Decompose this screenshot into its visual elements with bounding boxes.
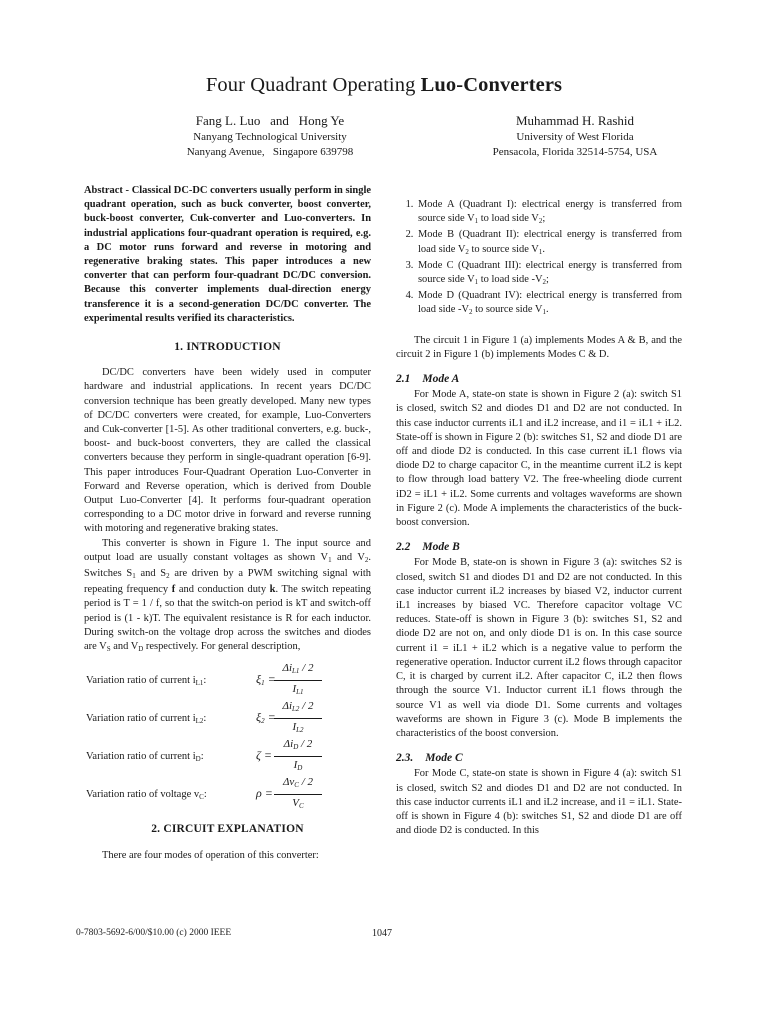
author-block-right xyxy=(425,113,725,161)
intro-paragraph-2: This converter is shown in Figure 1. The input source and output load are usually constant voltages as shown $V_1$ and $V_2$. Switches $S_1$ and $S_2$ are driven by a PWM switching signal with repeating frequency f and conduction duty k. The switch repeating period is T = 1 / f, so that the switch-on period is kT and switch-off period is (1 - k)T. The equivalent resistance is R for each inductor. During switch-on the voltage drop across the switches and diodes are $V_S$ and $V_D$ respectively. For general description, xyxy=(84,537,372,654)
author-address-left: Nanyang Avenue, Singapore 639798 xyxy=(186,146,354,158)
abstract xyxy=(84,184,371,326)
footer-copyright: 0-7803-5692-6/00/$10.00 (c) 2000 IEEE xyxy=(76,928,232,938)
circuit-paragraph: The circuit 1 in Figure 1 (a) implements Modes A & B, and the circuit 2 in Figure 1 (b) implements Modes C & D. xyxy=(396,334,682,360)
mode-b-paragraph: For Mode B, state-on is shown in Figure 3 (a): switches S2 is closed, switch S1 and diodes D1 and D2 are not conducted. In this case inductor current iL2 increases by biased V2, inductor current iL1 increases by biased VC. Therefore capacitor voltage VC reduces. State-off is shown in Figure 3 (b): switches S1, S2 and diode D2 are not on, and only diode D1 is on. In this case source current i1 = iL1 + iL2 which is a negative value to perform the regenerative operation. Inductor current iL2 flows through capacitor C, it is charged by current iL2. After capacitor C, iL2 then flows through the source V1. Inductor current iL1 flows through the source V1 as well via diode D1. Some currents and voltages waveforms are shown in Figure 3 (c). Mode B implements the characteristics of the boost conversion. xyxy=(396,557,682,739)
section-heading-introduction: 1. INTRODUCTION xyxy=(174,341,281,354)
list-item: 1. Mode A (Quadrant I): electrical energy is transferred from source side $V_1$ to load side $V_2$; xyxy=(416,198,682,228)
author-affiliation-right: University of West Florida xyxy=(516,130,634,143)
formula-variation-iL2: Variation ratio of current $i_{L2}$: $\xi_2$ = $\Delta i_{L2} / 2$ $I_{L2}$ xyxy=(84,698,371,736)
author-affiliation-left: Nanyang Technological University xyxy=(193,130,347,143)
page-number: 1047 xyxy=(372,928,392,939)
formula-variation-iD: Variation ratio of current $i_D$: ζ = $\Delta i_D / 2$ $I_D$ xyxy=(84,736,371,774)
list-item: 2. Mode B (Quadrant II): electrical energy is transferred from load side $V_2$ to source side $V_1$. xyxy=(416,228,682,258)
section-heading-circuit-explanation: 2. CIRCUIT EXPLANATION xyxy=(151,823,304,836)
subsection-heading-mode-a: 2.1 Mode A xyxy=(396,373,460,386)
circuit-intro: There are four modes of operation of this converter: xyxy=(102,849,319,861)
modes-list xyxy=(396,198,682,320)
author-address-right: Pensacola, Florida 32514-5754, USA xyxy=(492,146,658,158)
list-item: 4. Mode D (Quadrant IV): electrical energy is transferred from load side $-V_2$ to source side $V_1$. xyxy=(416,289,682,319)
mode-a-paragraph: For Mode A, state-on state is shown in Figure 2 (a): switch S1 is closed, switch S2 and diodes D1 and D2 are not conducted. In this case inductor currents iL1 and iL2 increase, and i1 = iL1 + iL2. State-off is shown in Figure 2 (b): switches S1, S2 and diode D1 are off and diode D2 is conducted. In this case current iL1 flows via diode D2 to charge capacitor C, in the meantime current iL2 is kept to flow through load battery V2. The free-wheeling diode current iD2 = iL1 + iL2. Some currents and voltages waveforms are shown in Figure 2 (c). Mode A implements the characteristics of the buck-boost conversion. xyxy=(396,389,682,529)
formula-variation-vC: Variation ratio of voltage $v_C$: ρ = $\Delta v_C / 2$ $V_C$ xyxy=(84,774,371,812)
title-plain: Four Quadrant Operating xyxy=(205,74,421,96)
mode-c-paragraph: For Mode C, state-on state is shown in Figure 4 (a): switch S1 is closed, switch S2 and diodes D1 and D2 are not conducted. In this case inductor currents iL1 and iL2 increase, and i1 = iL1. State-off is shown in Figure 4 (b): switches S1, S2 and diode D1 are off and diode D2 is conducted. In this xyxy=(396,768,682,837)
list-item: 3. Mode C (Quadrant III): electrical energy is transferred from source side $V_1$ to load side $-V_2$; xyxy=(416,259,682,289)
right-column xyxy=(396,198,682,838)
intro-paragraph-1: DC/DC converters have been widely used in computer hardware and industrial applications. In recent years DC/DC conversion technique has been greatly developed. Many new types of DC/DC converters were created, for example, Luo-Converters and Cuk-converter [1-5]. As other traditional converters, e.g. buck-, boost- and buck-boost converters, they are called the classical converters because they perform in single-quadrant operation [6-9]. This paper introduces Four-Quadrant Operation Luo-Converter in Forward and Reverse operation, which is derived from Double Output Luo-Converter [4]. It performs four-quadrant operation corresponding to a DC motor drive in forward and reverse running with motoring and regenerative braking states. xyxy=(84,367,371,535)
subsection-heading-mode-c: 2.3. Mode C xyxy=(396,752,463,765)
abstract-text: Classical DC-DC converters usually perform in single quadrant operation, such as buck converter, boost converter, buck-boost converter, Cuk-converter and Luo-converters. In industrial applications four-quadrant operation is required, e.g. a DC motor runs forward and reverse in motoring and regenerative braking states. This paper introduces a new converter that can perform four-quadrant DC/DC conversion. Because this converter implements dual-direction energy transference it is a second-generation DC/DC converter. The experimental results verified its characteristics. xyxy=(84,185,371,324)
author-names-right: Muhammad H. Rashid xyxy=(515,113,635,128)
abstract-label: Abstract - xyxy=(84,185,132,196)
author-names-left: Fang L. Luo and Hong Ye xyxy=(195,113,345,128)
author-block-left xyxy=(150,113,390,161)
formula-variation-iL1: Variation ratio of current $i_{L1}$: $\xi_1$ = $\Delta i_{L1} / 2$ $I_{L1}$ xyxy=(84,660,371,698)
paper-title xyxy=(0,74,768,97)
title-bold: Luo-Converters xyxy=(420,74,563,96)
left-column xyxy=(84,184,371,863)
subsection-heading-mode-b: 2.2 Mode B xyxy=(396,541,460,554)
